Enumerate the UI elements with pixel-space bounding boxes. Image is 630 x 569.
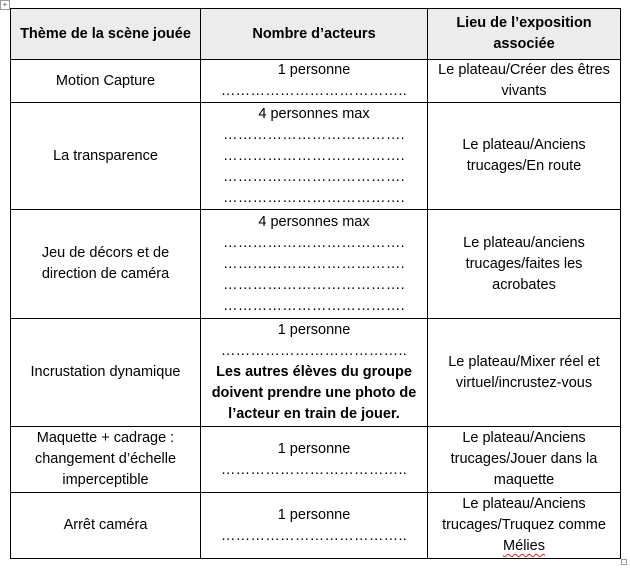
actors-cell: [201, 60, 428, 103]
photo-instruction-note: Les autres élèves du groupe doivent prendre une photo de l’acteur en train de jouer.: [211, 364, 417, 422]
actors-cell: [201, 319, 428, 427]
actor-name-blank[interactable]: ………………………………..: [220, 343, 408, 359]
location-cell: Le plateau/anciens trucages/faites les acrobates: [428, 210, 621, 319]
header-theme: Thème de la scène jouée: [11, 9, 201, 60]
actors-label: 4 personnes max: [258, 213, 370, 230]
location-cell: Le plateau/Anciens trucages/Jouer dans la maquette: [428, 427, 621, 493]
header-location: Lieu de l’exposition associée: [428, 9, 621, 60]
actor-name-blank[interactable]: ……………………………….: [223, 126, 405, 143]
actors-label: 1 personne: [277, 440, 351, 457]
location-cell: [428, 493, 621, 559]
actor-name-blank[interactable]: ……………………………….: [223, 147, 405, 164]
actors-cell: [201, 103, 428, 210]
table-row: [11, 60, 621, 103]
actors-label: 1 personne: [277, 506, 351, 523]
actor-name-blank[interactable]: ……………………………….: [223, 234, 405, 251]
theme-cell: Jeu de décors et de direction de caméra: [11, 210, 201, 319]
actor-name-blank[interactable]: ……………………………….: [223, 255, 405, 272]
actors-cell: [201, 427, 428, 493]
location-cell: Le plateau/Mixer réel et virtuel/incrustez-vous: [428, 319, 621, 427]
table-row: [11, 210, 621, 319]
actor-name-blank[interactable]: ……………………………….: [223, 168, 405, 185]
actors-label: 4 personnes max: [258, 105, 370, 122]
actors-label: 1 personne: [277, 62, 351, 78]
table-resize-handle-icon[interactable]: [621, 559, 627, 565]
table-row: [11, 427, 621, 493]
header-actors: Nombre d’acteurs: [201, 9, 428, 60]
actors-label: 1 personne: [277, 322, 351, 338]
table-row: [11, 319, 621, 427]
header-row: [11, 9, 621, 60]
activity-table: [10, 8, 621, 559]
actors-cell: [201, 210, 428, 319]
table-move-handle-icon[interactable]: +: [0, 0, 10, 10]
location-text: Le plateau/Anciens trucages/Truquez comme: [442, 496, 606, 533]
actor-name-blank[interactable]: ………………………………..: [220, 83, 408, 99]
actor-name-blank[interactable]: ………………………………..: [220, 527, 408, 544]
actor-name-blank[interactable]: ………………………………..: [220, 461, 408, 478]
theme-cell: Motion Capture: [11, 60, 201, 103]
theme-cell: Maquette + cadrage : changement d’échelle imperceptible: [11, 427, 201, 493]
spellcheck-flagged-word[interactable]: Mélies: [503, 538, 545, 554]
theme-cell: Incrustation dynamique: [11, 319, 201, 427]
actors-cell: [201, 493, 428, 559]
table-row: [11, 493, 621, 559]
theme-cell: La transparence: [11, 103, 201, 210]
location-cell: Le plateau/Créer des êtres vivants: [428, 60, 621, 103]
actor-name-blank[interactable]: ……………………………….: [223, 276, 405, 293]
actor-name-blank[interactable]: ……………………………….: [223, 189, 405, 206]
actor-name-blank[interactable]: ……………………………….: [223, 297, 405, 314]
theme-cell: Arrêt caméra: [11, 493, 201, 559]
location-cell: Le plateau/Anciens trucages/En route: [428, 103, 621, 210]
table-row: [11, 103, 621, 210]
